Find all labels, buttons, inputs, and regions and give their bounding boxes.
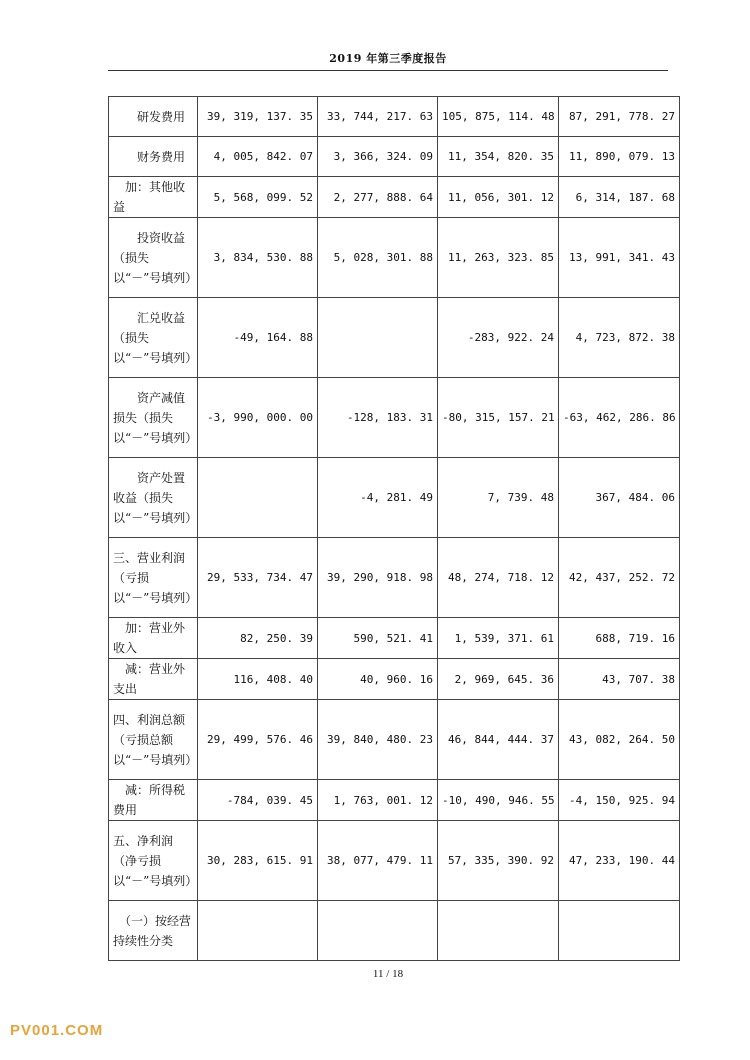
cell-value: 43, 082, 264. 50 — [559, 700, 680, 780]
cell-value: 40, 960. 16 — [318, 659, 438, 700]
cell-value — [198, 458, 318, 538]
row-label: 四、利润总额（亏损总额以“－”号填列） — [109, 700, 198, 780]
cell-value: -283, 922. 24 — [438, 298, 559, 378]
cell-value: 590, 521. 41 — [318, 618, 438, 659]
cell-value: 11, 056, 301. 12 — [438, 177, 559, 218]
cell-value: 6, 314, 187. 68 — [559, 177, 680, 218]
cell-value: -784, 039. 45 — [198, 780, 318, 821]
table-row — [109, 177, 680, 218]
cell-value: 82, 250. 39 — [198, 618, 318, 659]
table-row — [109, 538, 680, 618]
header-divider — [108, 70, 668, 71]
cell-value: 29, 499, 576. 46 — [198, 700, 318, 780]
cell-value: 11, 354, 820. 35 — [438, 137, 559, 177]
table-row — [109, 700, 680, 780]
row-label: 研发费用 — [109, 97, 198, 137]
cell-value: 2, 969, 645. 36 — [438, 659, 559, 700]
cell-value: 1, 763, 001. 12 — [318, 780, 438, 821]
cell-value: 48, 274, 718. 12 — [438, 538, 559, 618]
cell-value: -128, 183. 31 — [318, 378, 438, 458]
table-row — [109, 218, 680, 298]
watermark-logo: PV001.COM — [10, 1022, 104, 1039]
table-row — [109, 780, 680, 821]
cell-value: 4, 723, 872. 38 — [559, 298, 680, 378]
cell-value — [318, 901, 438, 961]
row-label: 资产减值损失（损失以“－”号填列） — [109, 378, 198, 458]
row-label: 资产处置收益（损失以“－”号填列） — [109, 458, 198, 538]
cell-value: -63, 462, 286. 86 — [559, 378, 680, 458]
cell-value: -4, 281. 49 — [318, 458, 438, 538]
table-row — [109, 618, 680, 659]
cell-value — [198, 901, 318, 961]
row-label: 减：所得税费用 — [109, 780, 198, 821]
cell-value: -49, 164. 88 — [198, 298, 318, 378]
cell-value: 30, 283, 615. 91 — [198, 821, 318, 901]
row-label: 减：营业外支出 — [109, 659, 198, 700]
table-row — [109, 137, 680, 177]
income-statement-table — [108, 96, 680, 961]
row-label: （一）按经营持续性分类 — [109, 901, 198, 961]
cell-value: 39, 840, 480. 23 — [318, 700, 438, 780]
report-header-title: 2019 年第三季度报告 — [329, 52, 447, 65]
cell-value: 2, 277, 888. 64 — [318, 177, 438, 218]
cell-value: 39, 319, 137. 35 — [198, 97, 318, 137]
table-row — [109, 901, 680, 961]
cell-value: 3, 834, 530. 88 — [198, 218, 318, 298]
cell-value: 39, 290, 918. 98 — [318, 538, 438, 618]
cell-value: -4, 150, 925. 94 — [559, 780, 680, 821]
cell-value: 367, 484. 06 — [559, 458, 680, 538]
cell-value: -80, 315, 157. 21 — [438, 378, 559, 458]
cell-value — [318, 298, 438, 378]
row-label: 加：营业外收入 — [109, 618, 198, 659]
cell-value: 7, 739. 48 — [438, 458, 559, 538]
row-label: 三、营业利润（亏损以“－”号填列） — [109, 538, 198, 618]
table-row — [109, 298, 680, 378]
cell-value: 11, 263, 323. 85 — [438, 218, 559, 298]
row-label: 汇兑收益（损失以“－”号填列） — [109, 298, 198, 378]
cell-value — [438, 901, 559, 961]
cell-value: 43, 707. 38 — [559, 659, 680, 700]
table-row — [109, 659, 680, 700]
cell-value: 1, 539, 371. 61 — [438, 618, 559, 659]
cell-value: 57, 335, 390. 92 — [438, 821, 559, 901]
cell-value: 688, 719. 16 — [559, 618, 680, 659]
cell-value: -10, 490, 946. 55 — [438, 780, 559, 821]
cell-value: 47, 233, 190. 44 — [559, 821, 680, 901]
cell-value: 13, 991, 341. 43 — [559, 218, 680, 298]
cell-value: 11, 890, 079. 13 — [559, 137, 680, 177]
cell-value: 87, 291, 778. 27 — [559, 97, 680, 137]
table-row — [109, 821, 680, 901]
cell-value: 116, 408. 40 — [198, 659, 318, 700]
row-label: 五、净利润（净亏损以“－”号填列） — [109, 821, 198, 901]
row-label: 财务费用 — [109, 137, 198, 177]
table-row — [109, 97, 680, 137]
cell-value — [559, 901, 680, 961]
table-row — [109, 458, 680, 538]
cell-value: 5, 028, 301. 88 — [318, 218, 438, 298]
cell-value: 3, 366, 324. 09 — [318, 137, 438, 177]
table-row — [109, 378, 680, 458]
cell-value: -3, 990, 000. 00 — [198, 378, 318, 458]
cell-value: 33, 744, 217. 63 — [318, 97, 438, 137]
row-label: 加：其他收益 — [109, 177, 198, 218]
cell-value: 5, 568, 099. 52 — [198, 177, 318, 218]
page-number: 11 / 18 — [372, 968, 404, 980]
cell-value: 42, 437, 252. 72 — [559, 538, 680, 618]
cell-value: 4, 005, 842. 07 — [198, 137, 318, 177]
row-label: 投资收益（损失以“－”号填列） — [109, 218, 198, 298]
cell-value: 46, 844, 444. 37 — [438, 700, 559, 780]
cell-value: 29, 533, 734. 47 — [198, 538, 318, 618]
cell-value: 105, 875, 114. 48 — [438, 97, 559, 137]
cell-value: 38, 077, 479. 11 — [318, 821, 438, 901]
